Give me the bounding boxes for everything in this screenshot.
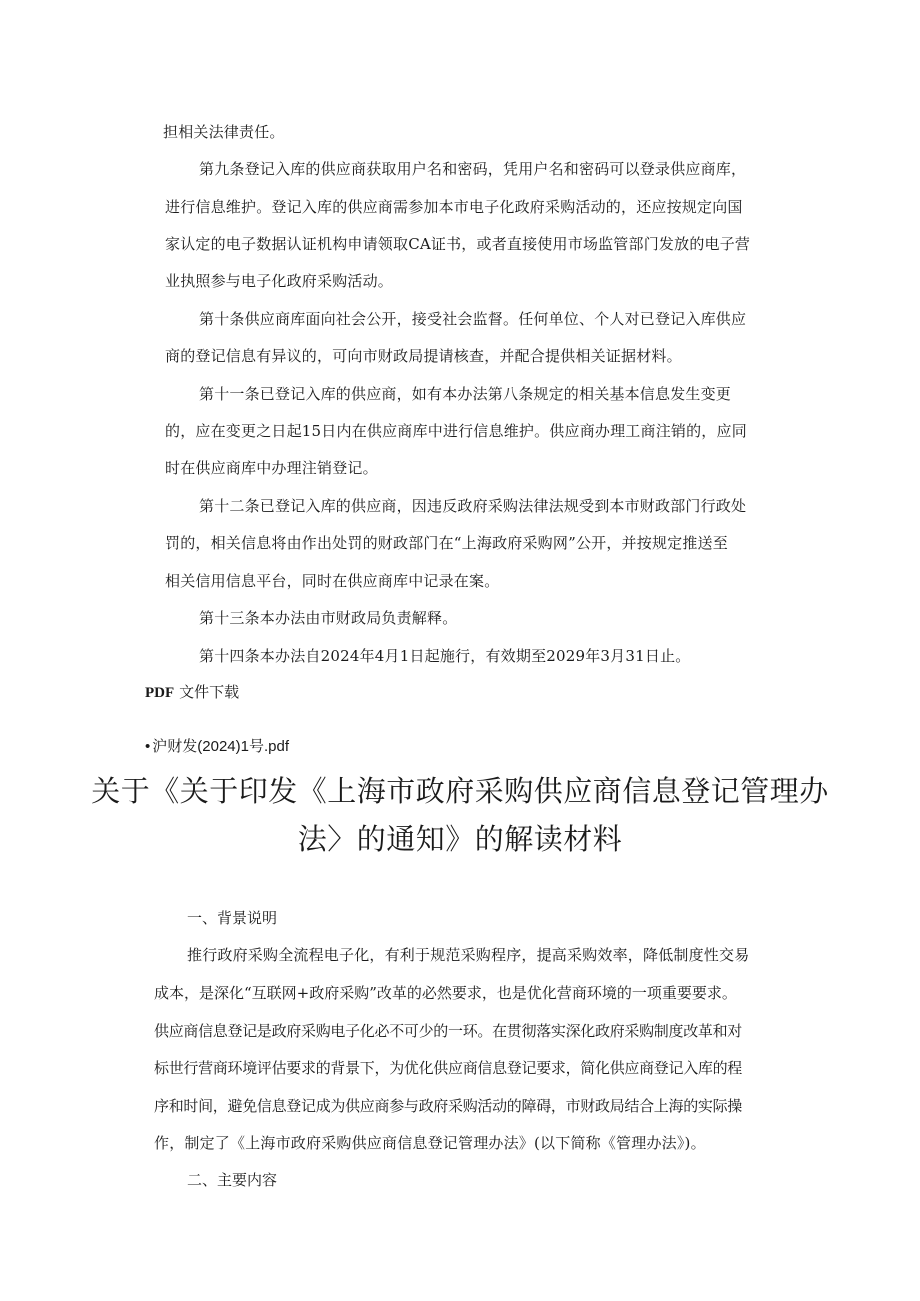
- download-label: 文件下载: [179, 683, 240, 701]
- paragraph-line: 推行政府采购全流程电子化，有利于规范采购程序，提高采购效率，降低制度性交易: [187, 946, 750, 964]
- bullet-icon: •: [145, 738, 151, 755]
- paragraph-line: 供应商信息登记是政府采购电子化必不可少的一环。在贯彻落实深化政府采购制度改革和对: [154, 1022, 743, 1040]
- paragraph-line: 业执照参与电子化政府采购活动。: [165, 272, 394, 290]
- paragraph-line: 第十二条已登记入库的供应商，因违反政府采购法律法规受到本市财政部门行政处: [199, 497, 747, 515]
- paragraph-line: 担相关法律责任。: [163, 123, 285, 141]
- document-title-line-2: 法〉的通知》的解读材料: [297, 822, 623, 856]
- paragraph-line: 进行信息维护。登记入库的供应商需参加本市电子化政府采购活动的，还应按规定向国: [165, 198, 743, 216]
- paragraph-line: 成本，是深化“互联网+政府采购”改革的必然要求，也是优化营商环境的一项重要要求。: [154, 984, 737, 1002]
- document-title-line-1: 关于《关于印发《上海市政府采购供应商信息登记管理办: [91, 774, 829, 808]
- paragraph-line: 家认定的电子数据认证机构申请领取CA证书，或者直接使用市场监管部门发放的电子营: [165, 235, 751, 253]
- paragraph-line: 作，制定了《上海市政府采购供应商信息登记管理办法》(以下简称《管理办法》)。: [154, 1134, 706, 1152]
- paragraph-line: 第九条登记入库的供应商获取用户名和密码，凭用户名和密码可以登录供应商库，: [199, 160, 747, 178]
- paragraph-line: 第十三条本办法由市财政局负责解释。: [199, 609, 458, 627]
- paragraph-line: 罚的，相关信息将由作出处罚的财政部门在“上海政府采购网”公开，并按规定推送至: [165, 534, 728, 552]
- paragraph-line: 标世行营商环境评估要求的背景下，为优化供应商信息登记要求，简化供应商登记入库的程: [154, 1059, 743, 1077]
- section-heading: 二、主要内容: [187, 1171, 278, 1189]
- paragraph-line: 序和时间，避免信息登记成为供应商参与政府采购活动的障碍，市财政局结合上海的实际操: [154, 1097, 743, 1115]
- paragraph-line: 第十四条本办法自2024年4月1日起施行，有效期至2029年3月31日止。: [199, 647, 691, 665]
- paragraph-line: 第十一条已登记入库的供应商，如有本办法第八条规定的相关基本信息发生变更: [199, 385, 732, 403]
- pdf-file-link[interactable]: [145, 737, 289, 757]
- section-heading: 一、背景说明: [187, 909, 278, 927]
- pdf-label: PDF: [145, 685, 175, 701]
- paragraph-line: 的，应在变更之日起15日内在供应商库中进行信息维护。供应商办理工商注销的，应同: [165, 422, 747, 440]
- paragraph-line: 相关信用信息平台，同时在供应商库中记录在案。: [165, 572, 500, 590]
- pdf-file-name[interactable]: 沪财发(2024)1号.pdf: [152, 738, 289, 755]
- paragraph-line: 商的登记信息有异议的，可向市财政局提请核查，并配合提供相关证据材料。: [165, 347, 682, 365]
- paragraph-line: 时在供应商库中办理注销登记。: [165, 459, 378, 477]
- pdf-download-heading: [145, 682, 239, 703]
- paragraph-line: 第十条供应商库面向社会公开，接受社会监督。任何单位、个人对已登记入库供应: [199, 310, 747, 328]
